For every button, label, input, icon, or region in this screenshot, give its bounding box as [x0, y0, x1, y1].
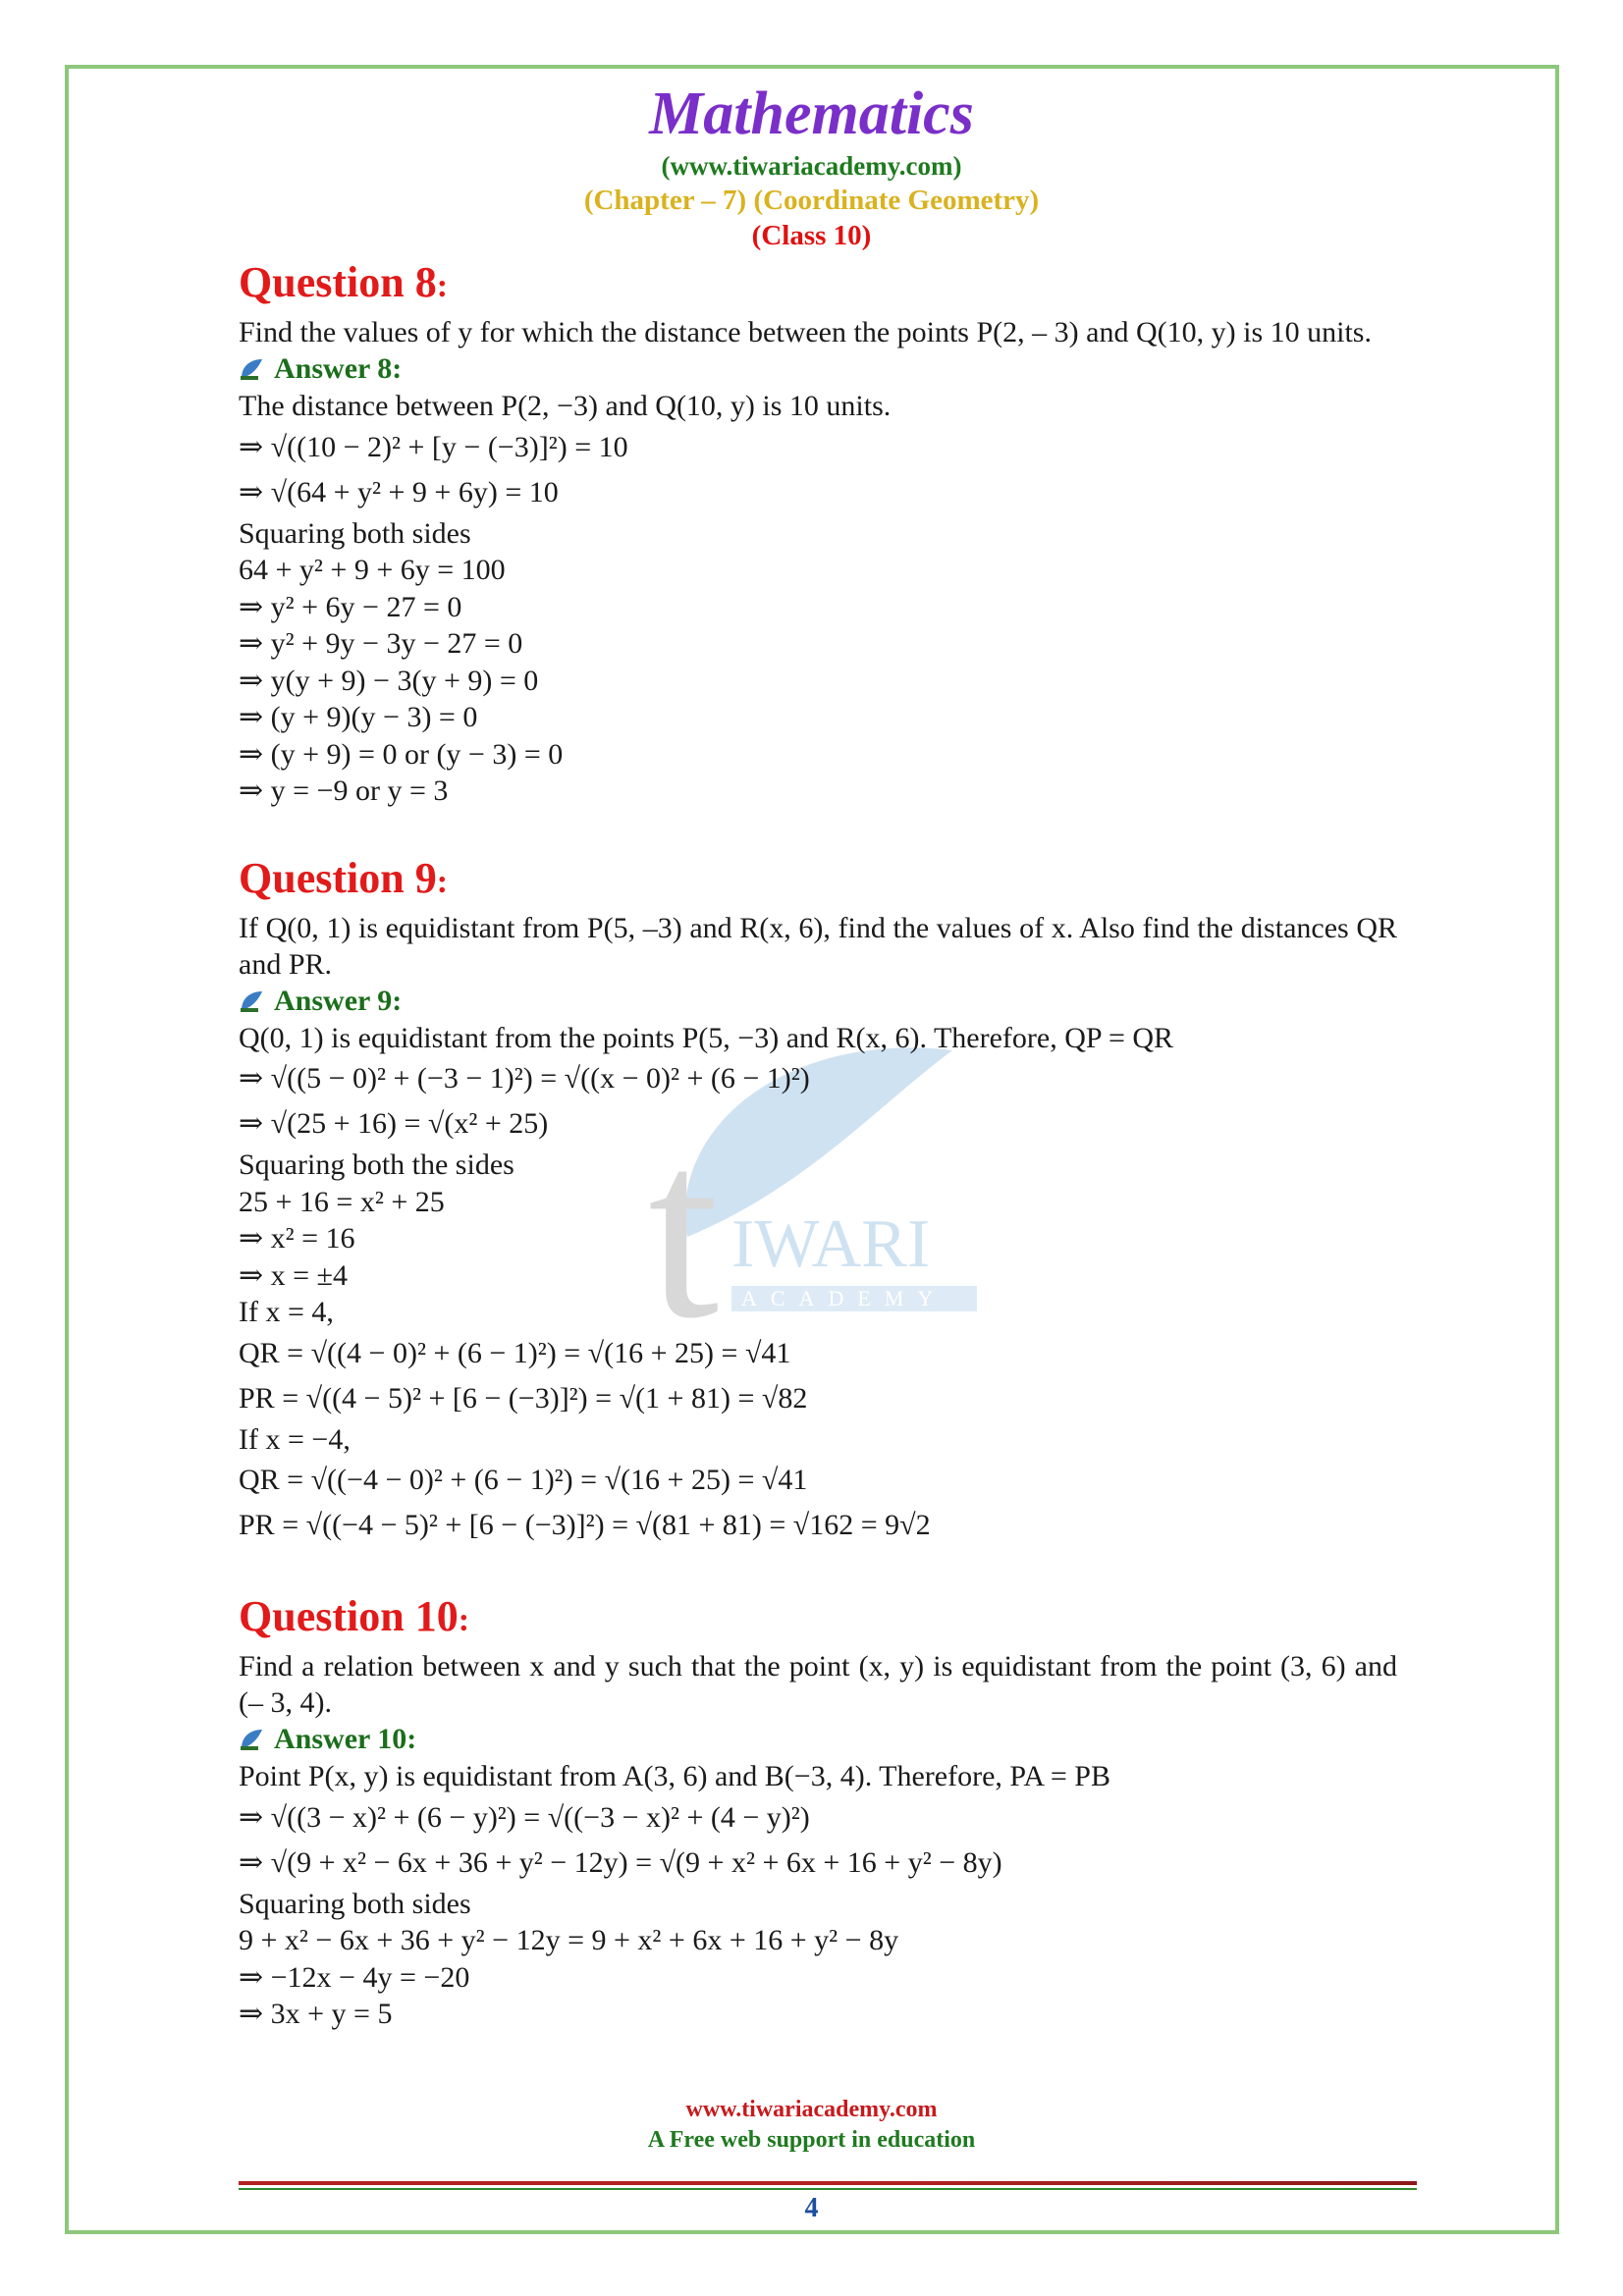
- answer-8-line: Squaring both sides: [239, 516, 471, 550]
- watermark-sub: ACADEMY: [741, 1286, 947, 1310]
- header-url: (www.tiwariacademy.com): [661, 151, 962, 181]
- class-label: (Class 10): [751, 220, 872, 251]
- page-title: Mathematics: [649, 80, 974, 147]
- answer-10-line: ⇒ 3x + y = 5: [239, 1998, 393, 2030]
- answer-9-line: PR = √((−4 − 5)² + [6 − (−3)]²) = √(81 + 81) = √162 = 9√2: [239, 1509, 931, 1541]
- answer-8-line: ⇒ y² + 9y − 3y − 27 = 0: [239, 627, 523, 660]
- answer-9-line: Q(0, 1) is equidistant from the points P(5, −3) and R(x, 6). Therefore, QP = QR: [239, 1021, 1174, 1054]
- answer-9-line: ⇒ √((5 − 0)² + (−3 − 1)²) = √((x − 0)² + (6 − 1)²): [239, 1062, 810, 1095]
- question-8-heading: Question 8:: [239, 258, 449, 306]
- answer-10-line: ⇒ √(9 + x² − 6x + 36 + y² − 12y) = √(9 + x² + 6x + 16 + y² − 8y): [239, 1845, 1002, 1879]
- answer-10-line: 9 + x² − 6x + 36 + y² − 12y = 9 + x² + 6x + 16 + y² − 8y: [239, 1924, 899, 1956]
- answer-8-line: The distance between P(2, −3) and Q(10, y) is 10 units.: [239, 390, 892, 422]
- answer-9-line: ⇒ x² = 16: [239, 1222, 355, 1255]
- answer-9-heading: Answer 9:: [239, 983, 1397, 1020]
- answer-10-line: ⇒ √((3 − x)² + (6 − y)²) = √((−3 − x)² + (4 − y)²): [239, 1800, 810, 1834]
- answer-8-line: ⇒ (y + 9) = 0 or (y − 3) = 0: [239, 737, 564, 771]
- page-footer: [0, 2095, 1623, 2156]
- answer-8-line: ⇒ (y + 9)(y − 3) = 0: [239, 701, 478, 733]
- answer-9-line: ⇒ √(25 + 16) = √(x² + 25): [239, 1107, 549, 1140]
- question-9-text: If Q(0, 1) is equidistant from P(5, –3) and R(x, 6), find the values of x. Also find the distances QR and PR.: [239, 911, 1397, 981]
- document-body: [239, 255, 1397, 2033]
- footer-tagline: A Free web support in education: [647, 2127, 976, 2153]
- answer-8-line: ⇒ y² + 6y − 27 = 0: [239, 590, 462, 623]
- answer-9-line: QR = √((−4 − 0)² + (6 − 1)²) = √(16 + 25) = √41: [239, 1464, 808, 1496]
- page-header: [0, 79, 1623, 253]
- question-9-heading: Question 9:: [239, 853, 449, 902]
- answer-9-line: If x = 4,: [239, 1296, 334, 1328]
- answer-8-line: ⇒ √(64 + y² + 9 + 6y) = 10: [239, 475, 559, 508]
- question-10-text: Find a relation between x and y such that the point (x, y) is equidistant from the point (3, 6) and (– 3, 4).: [239, 1650, 1397, 1719]
- answer-9-line: 25 + 16 = x² + 25: [239, 1185, 445, 1218]
- answer-9-line: QR = √((4 − 0)² + (6 − 1)²) = √(16 + 25) = √41: [239, 1336, 791, 1369]
- answer-8-heading: Answer 8:: [239, 350, 1397, 388]
- answer-10-line: Point P(x, y) is equidistant from A(3, 6) and B(−3, 4). Therefore, PA = PB: [239, 1760, 1110, 1792]
- answer-8-line: ⇒ y(y + 9) − 3(y + 9) = 0: [239, 664, 539, 697]
- answer-10-line: Squaring both sides: [239, 1887, 471, 1920]
- leaf-logo-icon: [239, 1727, 264, 1752]
- leaf-logo-icon: [239, 988, 264, 1014]
- answer-9-line: Squaring both the sides: [239, 1148, 514, 1181]
- page-number: 4: [804, 2193, 819, 2223]
- question-10-heading: Question 10:: [239, 1592, 470, 1640]
- watermark-letter: t: [648, 1089, 720, 1364]
- answer-9-line: ⇒ x = ±4: [239, 1258, 349, 1292]
- answer-8-line: 64 + y² + 9 + 6y = 100: [239, 554, 506, 586]
- watermark-brand: IWARI: [731, 1206, 931, 1282]
- answer-9-line: PR = √((4 − 5)² + [6 − (−3)]²) = √(1 + 81) = √82: [239, 1381, 808, 1415]
- footer-divider: [239, 2181, 1417, 2185]
- answer-10-line: ⇒ −12x − 4y = −20: [239, 1960, 470, 1994]
- question-8-text: Find the values of y for which the distance between the points P(2, – 3) and Q(10, y) is 10 units.: [239, 316, 1372, 348]
- answer-8-line: ⇒ y = −9 or y = 3: [239, 774, 449, 807]
- leaf-logo-icon: [239, 356, 264, 382]
- answer-10-heading: Answer 10:: [239, 1721, 1397, 1758]
- footer-url[interactable]: www.tiwariacademy.com: [685, 2097, 938, 2122]
- answer-8-line: ⇒ √((10 − 2)² + [y − (−3)]²) = 10: [239, 430, 628, 463]
- footer-divider-accent: [239, 2188, 1417, 2190]
- answer-9-line: If x = −4,: [239, 1422, 351, 1456]
- chapter-label: (Chapter – 7) (Coordinate Geometry): [583, 185, 1040, 216]
